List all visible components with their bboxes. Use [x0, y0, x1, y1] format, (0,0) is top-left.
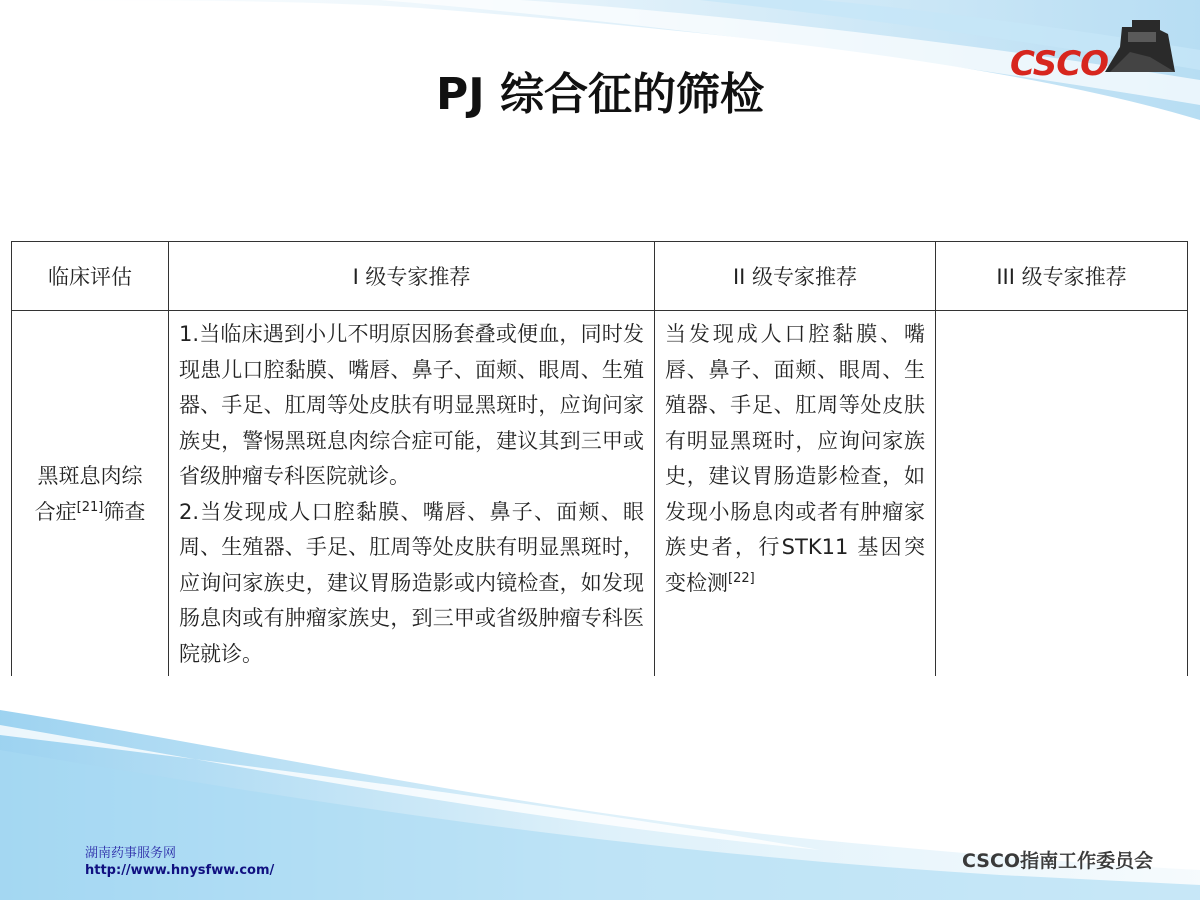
- eval-line2-pre: 合症: [34, 499, 77, 524]
- eval-line1: 黑斑息肉综: [37, 464, 143, 488]
- table-header-row: [12, 242, 1188, 311]
- screening-table: [11, 241, 1188, 676]
- eval-ref: [21]: [76, 499, 104, 515]
- table-row: [12, 311, 1188, 677]
- level2-cell: [655, 311, 936, 677]
- page-title: PJ 综合征的筛检: [436, 69, 764, 120]
- header-clinical-eval: 临床评估: [12, 242, 169, 311]
- level2-text: 当发现成人口腔黏膜、嘴唇、鼻子、面颊、眼周、生殖器、手足、肛周等处皮肤有明显黑斑时，应询问家族史，建议胃肠造影检查，如发现小肠息肉或者有肿瘤家族史者，行STK11 基因突变检测: [665, 322, 925, 595]
- eval-cell: [12, 311, 169, 677]
- footer-committee: CSCO指南工作委员会: [962, 850, 1154, 872]
- header-level-1: I 级专家推荐: [169, 242, 655, 311]
- level2-ref: [22]: [728, 570, 755, 586]
- header-level-2: II 级专家推荐: [655, 242, 936, 311]
- logo-text: CSCO: [1010, 44, 1109, 84]
- footer-source-url[interactable]: http://www.hnysfww.com/: [85, 863, 275, 878]
- level1-item1: 1.当临床遇到小儿不明原因肠套叠或便血，同时发现患儿口腔黏膜、嘴唇、鼻子、面颊、眼周、生殖器、手足、肛周等处皮肤有明显黑斑时，应询问家族史，警惕黑斑息肉综合症可能，建议其到三甲或省级肿瘤专科医院就诊。: [179, 322, 644, 488]
- level3-cell: [936, 311, 1188, 677]
- level1-cell: [169, 311, 655, 677]
- footer-source-name: 湖南药事服务网: [85, 846, 177, 861]
- level1-item2: 2.当发现成人口腔黏膜、嘴唇、鼻子、面颊、眼周、生殖器、手足、肛周等处皮肤有明显黑斑时，应询问家族史，建议胃肠造影或内镜检查，如发现肠息肉或有肿瘤家族史，到三甲或省级肿瘤专科医院就诊。: [179, 499, 644, 666]
- header-level-3: III 级专家推荐: [936, 242, 1188, 311]
- footer-source: [85, 845, 274, 879]
- eval-line2-post: 筛查: [103, 499, 146, 524]
